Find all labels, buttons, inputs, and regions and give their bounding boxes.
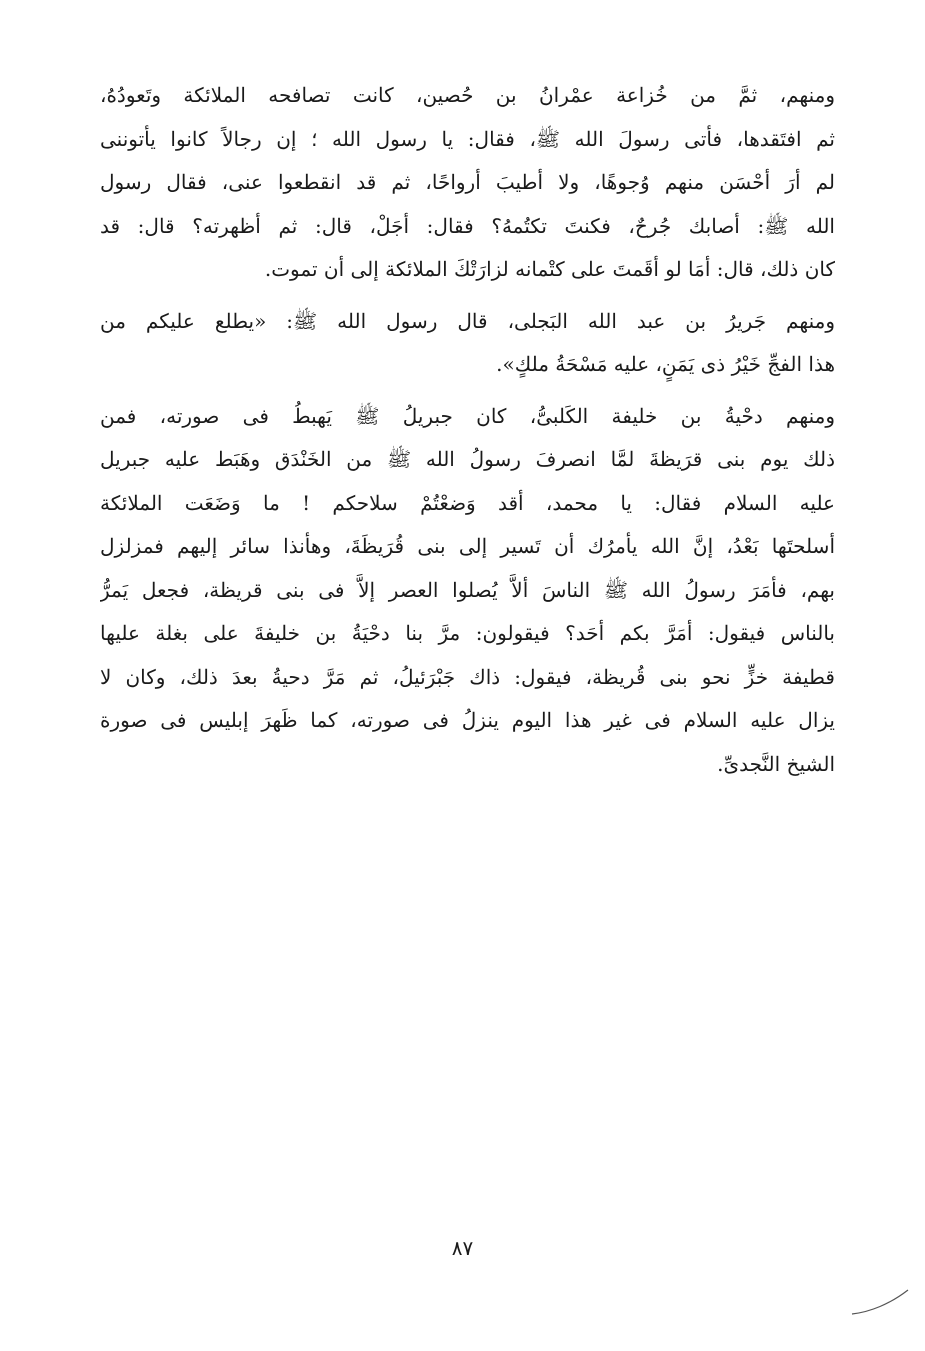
text-line: أسلحتَها بَعْدُ، إنَّ الله يأمرُك أن تَسير إلى بنى قُرَيظَةَ، وهأنذا سائر إليهم فمزلزل — [100, 534, 835, 558]
pen-stroke-mark — [850, 1280, 920, 1320]
text-line: هذا الفجِّ خَيْرُ ذى يَمَنٍ، عليه مَسْحَةُ ملكٍ». — [496, 352, 835, 376]
text-line: الله ﷺ: أصابك جُرحٌ، فكنتَ تكتُمهُ؟ فقال: أجَلْ، قال: ثم أظهرته؟ قال: قد — [100, 213, 835, 238]
text-line: الشيخ النَّجدىِّ. — [717, 751, 835, 776]
text-line: ذلك يوم بنى قرَيظةَ لمَّا انصرفَ رسولُ الله ﷺ من الخَنْدَق وهَبَط عليه جبريل — [100, 447, 835, 471]
text-line: كان ذلك، قال: أمَا لو أقَمتَ على كتْمانه لزارَتْكَ الملائكة إلى أن تموت. — [264, 257, 835, 281]
paragraph-dihya — [100, 395, 835, 787]
text-line: لم أرَ أحْسَن منهم وُجوهًا، ولا أطيبَ أرواحًا، ثم قد انقطعوا عنى، فقال رسول — [100, 170, 835, 194]
text-line: ومنهم جَريرُ بن عبد الله البَجلى، قال رسول الله ﷺ: «يطلع عليكم من — [100, 308, 835, 333]
text-line: ومنهم دحْيةُ بن خليفة الكَلبىُّ، كان جبريلُ ﷺ يَهبطُ فى صورته، فمن — [100, 403, 835, 428]
page-body — [100, 74, 835, 794]
text-line: ومنهم، ثمَّ من خُزاعة عمْرانُ بن حُصين، كانت تصافحه الملائكة وتَعودُهُ، — [100, 83, 835, 107]
text-line: عليه السلام فقال: يا محمد، أقد وَضعْتُمْ سلاحكم ! ما وَضَعَت الملائكة — [100, 490, 835, 515]
text-line: ثم افتَقدها، فأتى رسولَ الله ﷺ، فقال: يا رسول الله ؛ إن رجالاً كانوا يأتوننى — [100, 126, 835, 151]
text-line: بهم، فأمَرَ رسولُ الله ﷺ الناسَ ألاَّ يُصلوا العصر إلاَّ فى بنى قريظة، فجعل يَمرُّ — [100, 577, 835, 602]
page-number: ٨٧ — [451, 1236, 474, 1260]
paragraph-imran — [100, 74, 835, 292]
text-line: بالناس فيقول: أمَرَّ بكم أحَد؟ فيقولون: مرَّ بنا دحْيَةُ بن خليفةَ على بغلة عليها — [100, 621, 835, 645]
text-line: قطيفة خزٍّ نحو بنى قُريظة، فيقول: ذاك جَبْرَئيلُ، ثم مَرَّ دحيةُ بعدَ ذلك، وكان لا — [100, 664, 835, 689]
paragraph-jarir — [100, 300, 835, 387]
text-line: يزال عليه السلام فى غير هذا اليوم ينزلُ فى صورته، كما ظَهرَ إبليس فى صورة — [100, 708, 835, 732]
